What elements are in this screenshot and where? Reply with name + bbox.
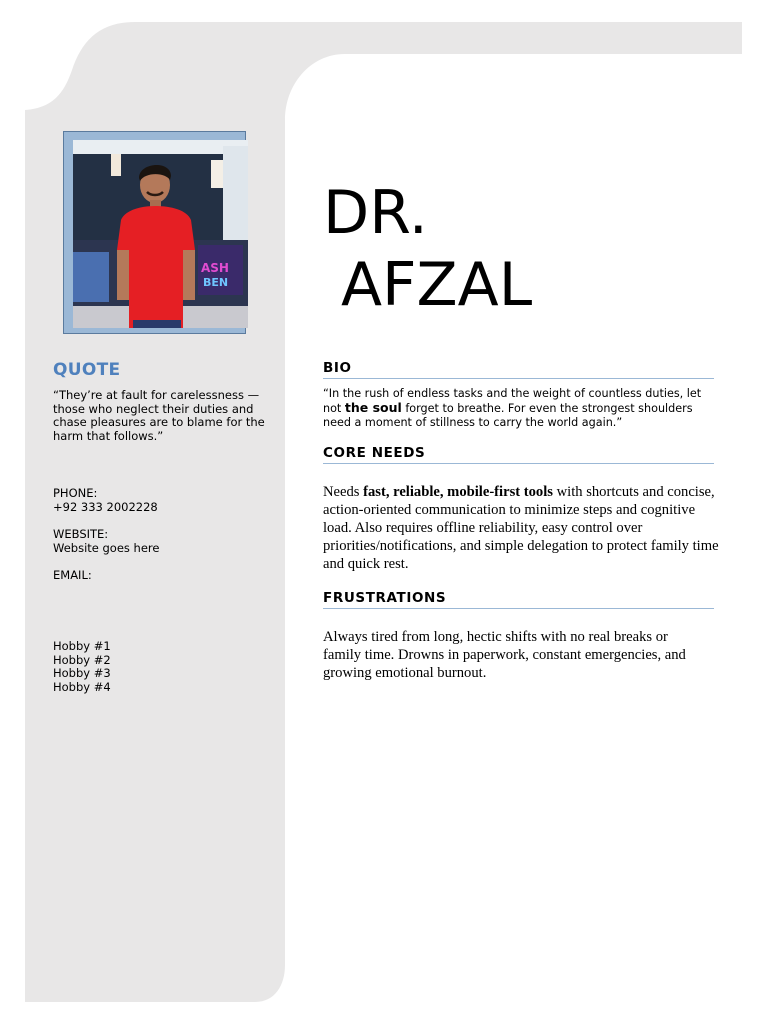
core-needs-heading: CORE NEEDS: [323, 445, 714, 464]
profile-photo: [73, 140, 248, 328]
email-label: EMAIL:: [53, 568, 92, 582]
name-title: DR.: [323, 178, 428, 248]
svg-text:BEN: BEN: [203, 276, 229, 289]
quote-heading: QUOTE: [53, 360, 121, 380]
profile-photo-frame: [63, 131, 246, 334]
frustrations-heading: FRUSTRATIONS: [323, 590, 714, 609]
core-needs-emphasis: fast, reliable, mobile-first tools: [363, 484, 553, 500]
hobby-item: Hobby #1: [53, 639, 111, 653]
hobby-item: Hobby #2: [53, 652, 111, 667]
bio-text: [323, 387, 718, 430]
core-needs-text-part: Needs: [323, 484, 364, 500]
phone-label: PHONE:: [53, 486, 98, 500]
svg-text:ASH: ASH: [201, 261, 229, 275]
portrait-image: [73, 140, 248, 328]
name-surname: AFZAL: [341, 250, 533, 320]
core-needs-text-part: with shortcuts and concise, action-oriented communication to minimize steps and cognitive load. Also requires offline reliability, easy control over priorities/notifications, and simple delegation to protect family time and quick rest.: [323, 484, 719, 572]
core-needs-text: [323, 483, 723, 573]
hobby-item: Hobby #3: [53, 666, 111, 680]
hobbies-list: [53, 640, 111, 694]
bio-text-part: “In the rush of endless tasks and the weight of countless duties, let not: [323, 387, 702, 415]
hobby-item: Hobby #4: [53, 679, 111, 694]
website-value: Website goes here: [53, 541, 160, 555]
bio-heading: BIO: [323, 360, 714, 379]
phone-value: +92 333 2002228: [53, 500, 158, 514]
quote-text: “They’re at fault for carelessness — those who neglect their duties and chase pleasures are to blame for the harm that follows.”: [53, 388, 265, 443]
bio-text-emphasis: the soul: [344, 400, 402, 415]
website-label: WEBSITE:: [53, 527, 109, 541]
bio-text-part: forget to breathe. For even the strongest shoulders need a moment of stillness to carry the world again.”: [323, 402, 693, 429]
frustrations-text: Always tired from long, hectic shifts with no real breaks or family time. Drowns in paperwork, constant emergencies, and growing emotional burnout.: [323, 629, 686, 681]
